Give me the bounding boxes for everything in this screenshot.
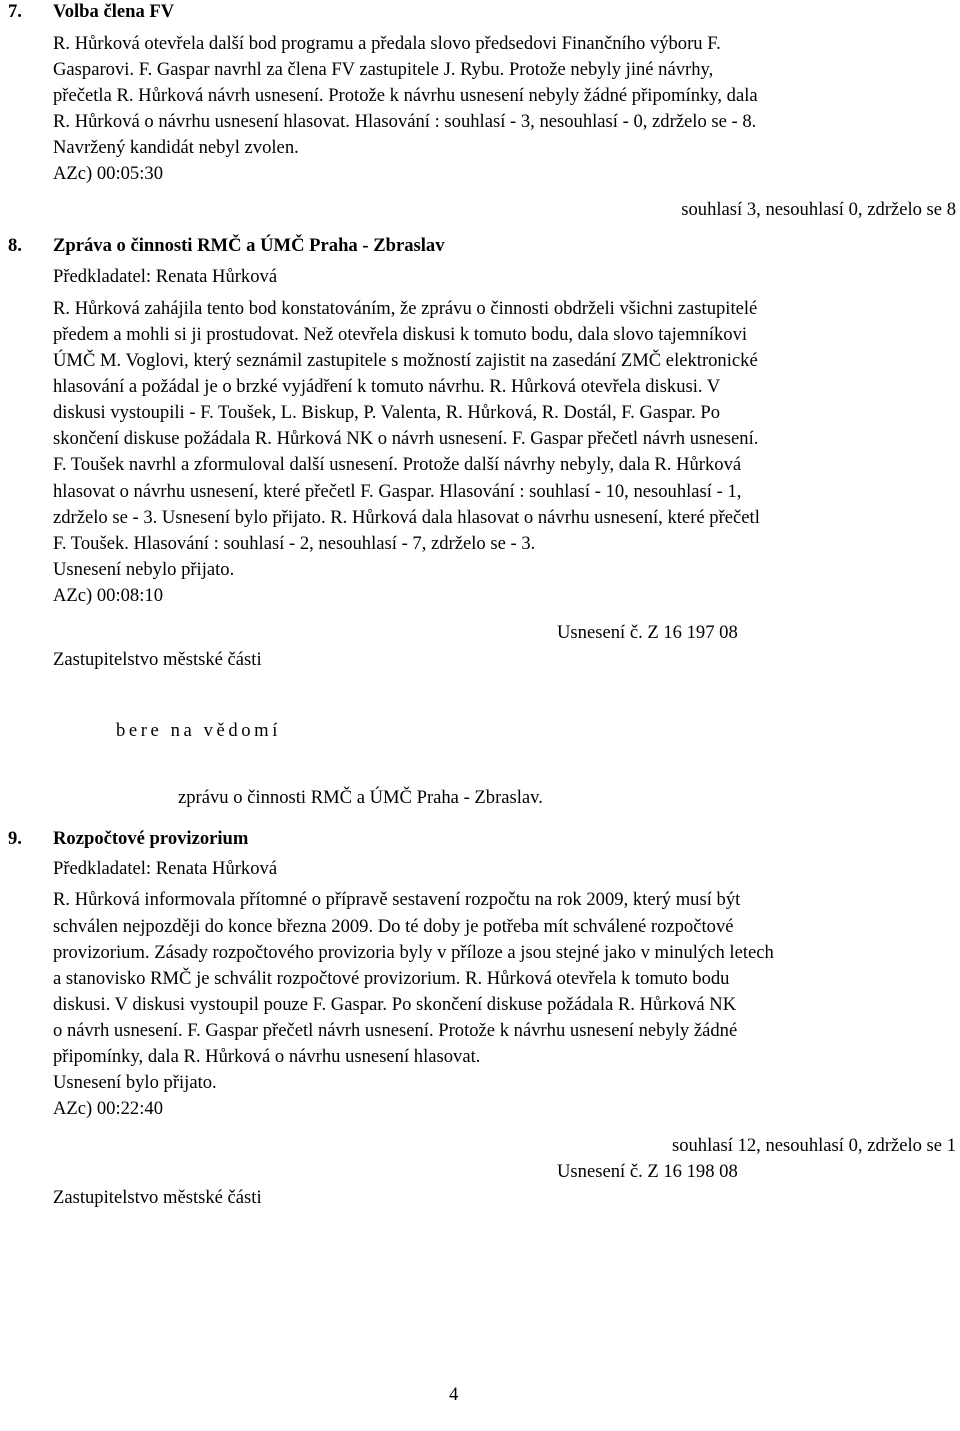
section-8-line: diskusi vystoupili - F. Toušek, L. Biskup, P. Valenta, R. Hůrková, R. Dostál, F. Gaspar. Po (53, 402, 721, 423)
section-9-number: 9. (8, 828, 22, 849)
section-9-line: provizorium. Zásady rozpočtového provizoria byly v příloze a jsou stejné jako v minulých letech (53, 942, 774, 963)
section-9-timestamp: AZc) 00:22:40 (53, 1098, 163, 1119)
section-7-timestamp: AZc) 00:05:30 (53, 163, 163, 184)
section-9-line: a stanovisko RMČ je schválit rozpočtové provizorium. R. Hůrková otevřela k tomuto bodu (53, 968, 730, 989)
section-9-presenter: Předkladatel: Renata Hůrková (53, 858, 278, 879)
section-9-council: Zastupitelstvo městské části (53, 1187, 262, 1208)
section-9-line: o návrh usnesení. F. Gaspar přečetl návrh usnesení. Protože k návrhu usnesení nebyly žádné (53, 1020, 738, 1041)
section-8-line: ÚMČ M. Voglovi, který seznámil zastupitele s možností zajistit na zasedání ZMČ elektronické (53, 350, 758, 371)
section-8-line: R. Hůrková zahájila tento bod konstatováním, že zprávu o činnosti obdrželi všichni zastupitelé (53, 298, 758, 319)
section-8-line: skončení diskuse požádala R. Hůrková NK o návrh usnesení. F. Gaspar přečetl návrh usnesení. (53, 428, 759, 449)
section-9-vote-result: souhlasí 12, nesouhlasí 0, zdrželo se 1 (671, 1135, 956, 1156)
section-8-subject: zprávu o činnosti RMČ a ÚMČ Praha - Zbraslav. (178, 787, 543, 808)
section-8-resolution-number: Usnesení č. Z 16 197 08 (557, 622, 738, 643)
section-8-line: hlasování a požádal je o brzké vyjádření k tomuto návrhu. R. Hůrková otevřela diskusi. V (53, 376, 721, 397)
section-9-line: připomínky, dala R. Hůrková o návrhu usnesení hlasovat. (53, 1046, 481, 1067)
page-number: 4 (449, 1384, 459, 1405)
section-8-line: hlasovat o návrhu usnesení, které přečetl F. Gaspar. Hlasování : souhlasí - 10, nesouhlasí - 1, (53, 481, 742, 502)
section-7-line: R. Hůrková o návrhu usnesení hlasovat. Hlasování : souhlasí - 3, nesouhlasí - 0, zdrželo se - 8. (53, 111, 757, 132)
section-9-line: Usnesení bylo přijato. (53, 1072, 217, 1093)
section-8-timestamp: AZc) 00:08:10 (53, 585, 163, 606)
section-9-line: R. Hůrková informovala přítomné o přípravě sestavení rozpočtu na rok 2009, který musí být (53, 889, 741, 910)
section-8-presenter: Předkladatel: Renata Hůrková (53, 266, 278, 287)
section-7-line: Navržený kandidát nebyl zvolen. (53, 137, 299, 158)
section-8-line: Usnesení nebylo přijato. (53, 559, 235, 580)
section-9-line: diskusi. V diskusi vystoupil pouze F. Gaspar. Po skončení diskuse požádala R. Hůrková NK (53, 994, 737, 1015)
section-7-number: 7. (8, 1, 22, 22)
section-9-title: Rozpočtové provizorium (53, 828, 249, 849)
section-7-title: Volba člena FV (53, 1, 175, 22)
section-7-line: R. Hůrková otevřela další bod programu a předala slovo předsedovi Finančního výboru F. (53, 33, 721, 54)
section-7-vote-result: souhlasí 3, nesouhlasí 0, zdrželo se 8 (681, 199, 956, 220)
section-8-line: F. Toušek. Hlasování : souhlasí - 2, nesouhlasí - 7, zdrželo se - 3. (53, 533, 536, 554)
section-7-line: přečetla R. Hůrková návrh usnesení. Protože k návrhu usnesení nebyly žádné připomínky, dala (53, 85, 758, 106)
section-9-line: schválen nejpozději do konce března 2009. Do té doby je potřeba mít schválené rozpočtové (53, 916, 734, 937)
section-8-number: 8. (8, 235, 22, 256)
section-8-line: zdrželo se - 3. Usnesení bylo přijato. R. Hůrková dala hlasovat o návrhu usnesení, které přečetl (53, 507, 760, 528)
section-8-line: F. Toušek navrhl a zformuloval další usnesení. Protože další návrhy nebyly, dala R. Hůrková (53, 454, 742, 475)
section-8-council: Zastupitelstvo městské části (53, 649, 262, 670)
section-7-line: Gasparovi. F. Gaspar navrhl za člena FV zastupitele J. Rybu. Protože nebyly jiné návrhy, (53, 59, 714, 80)
section-8-line: předem a mohli si ji prostudovat. Než otevřela diskusi k tomuto bodu, dala slovo tajemníkovi (53, 324, 748, 345)
section-9-resolution-number: Usnesení č. Z 16 198 08 (557, 1161, 738, 1182)
section-8-title: Zpráva o činnosti RMČ a ÚMČ Praha - Zbraslav (53, 235, 445, 256)
section-8-verdict: bere na vědomí (116, 720, 282, 741)
